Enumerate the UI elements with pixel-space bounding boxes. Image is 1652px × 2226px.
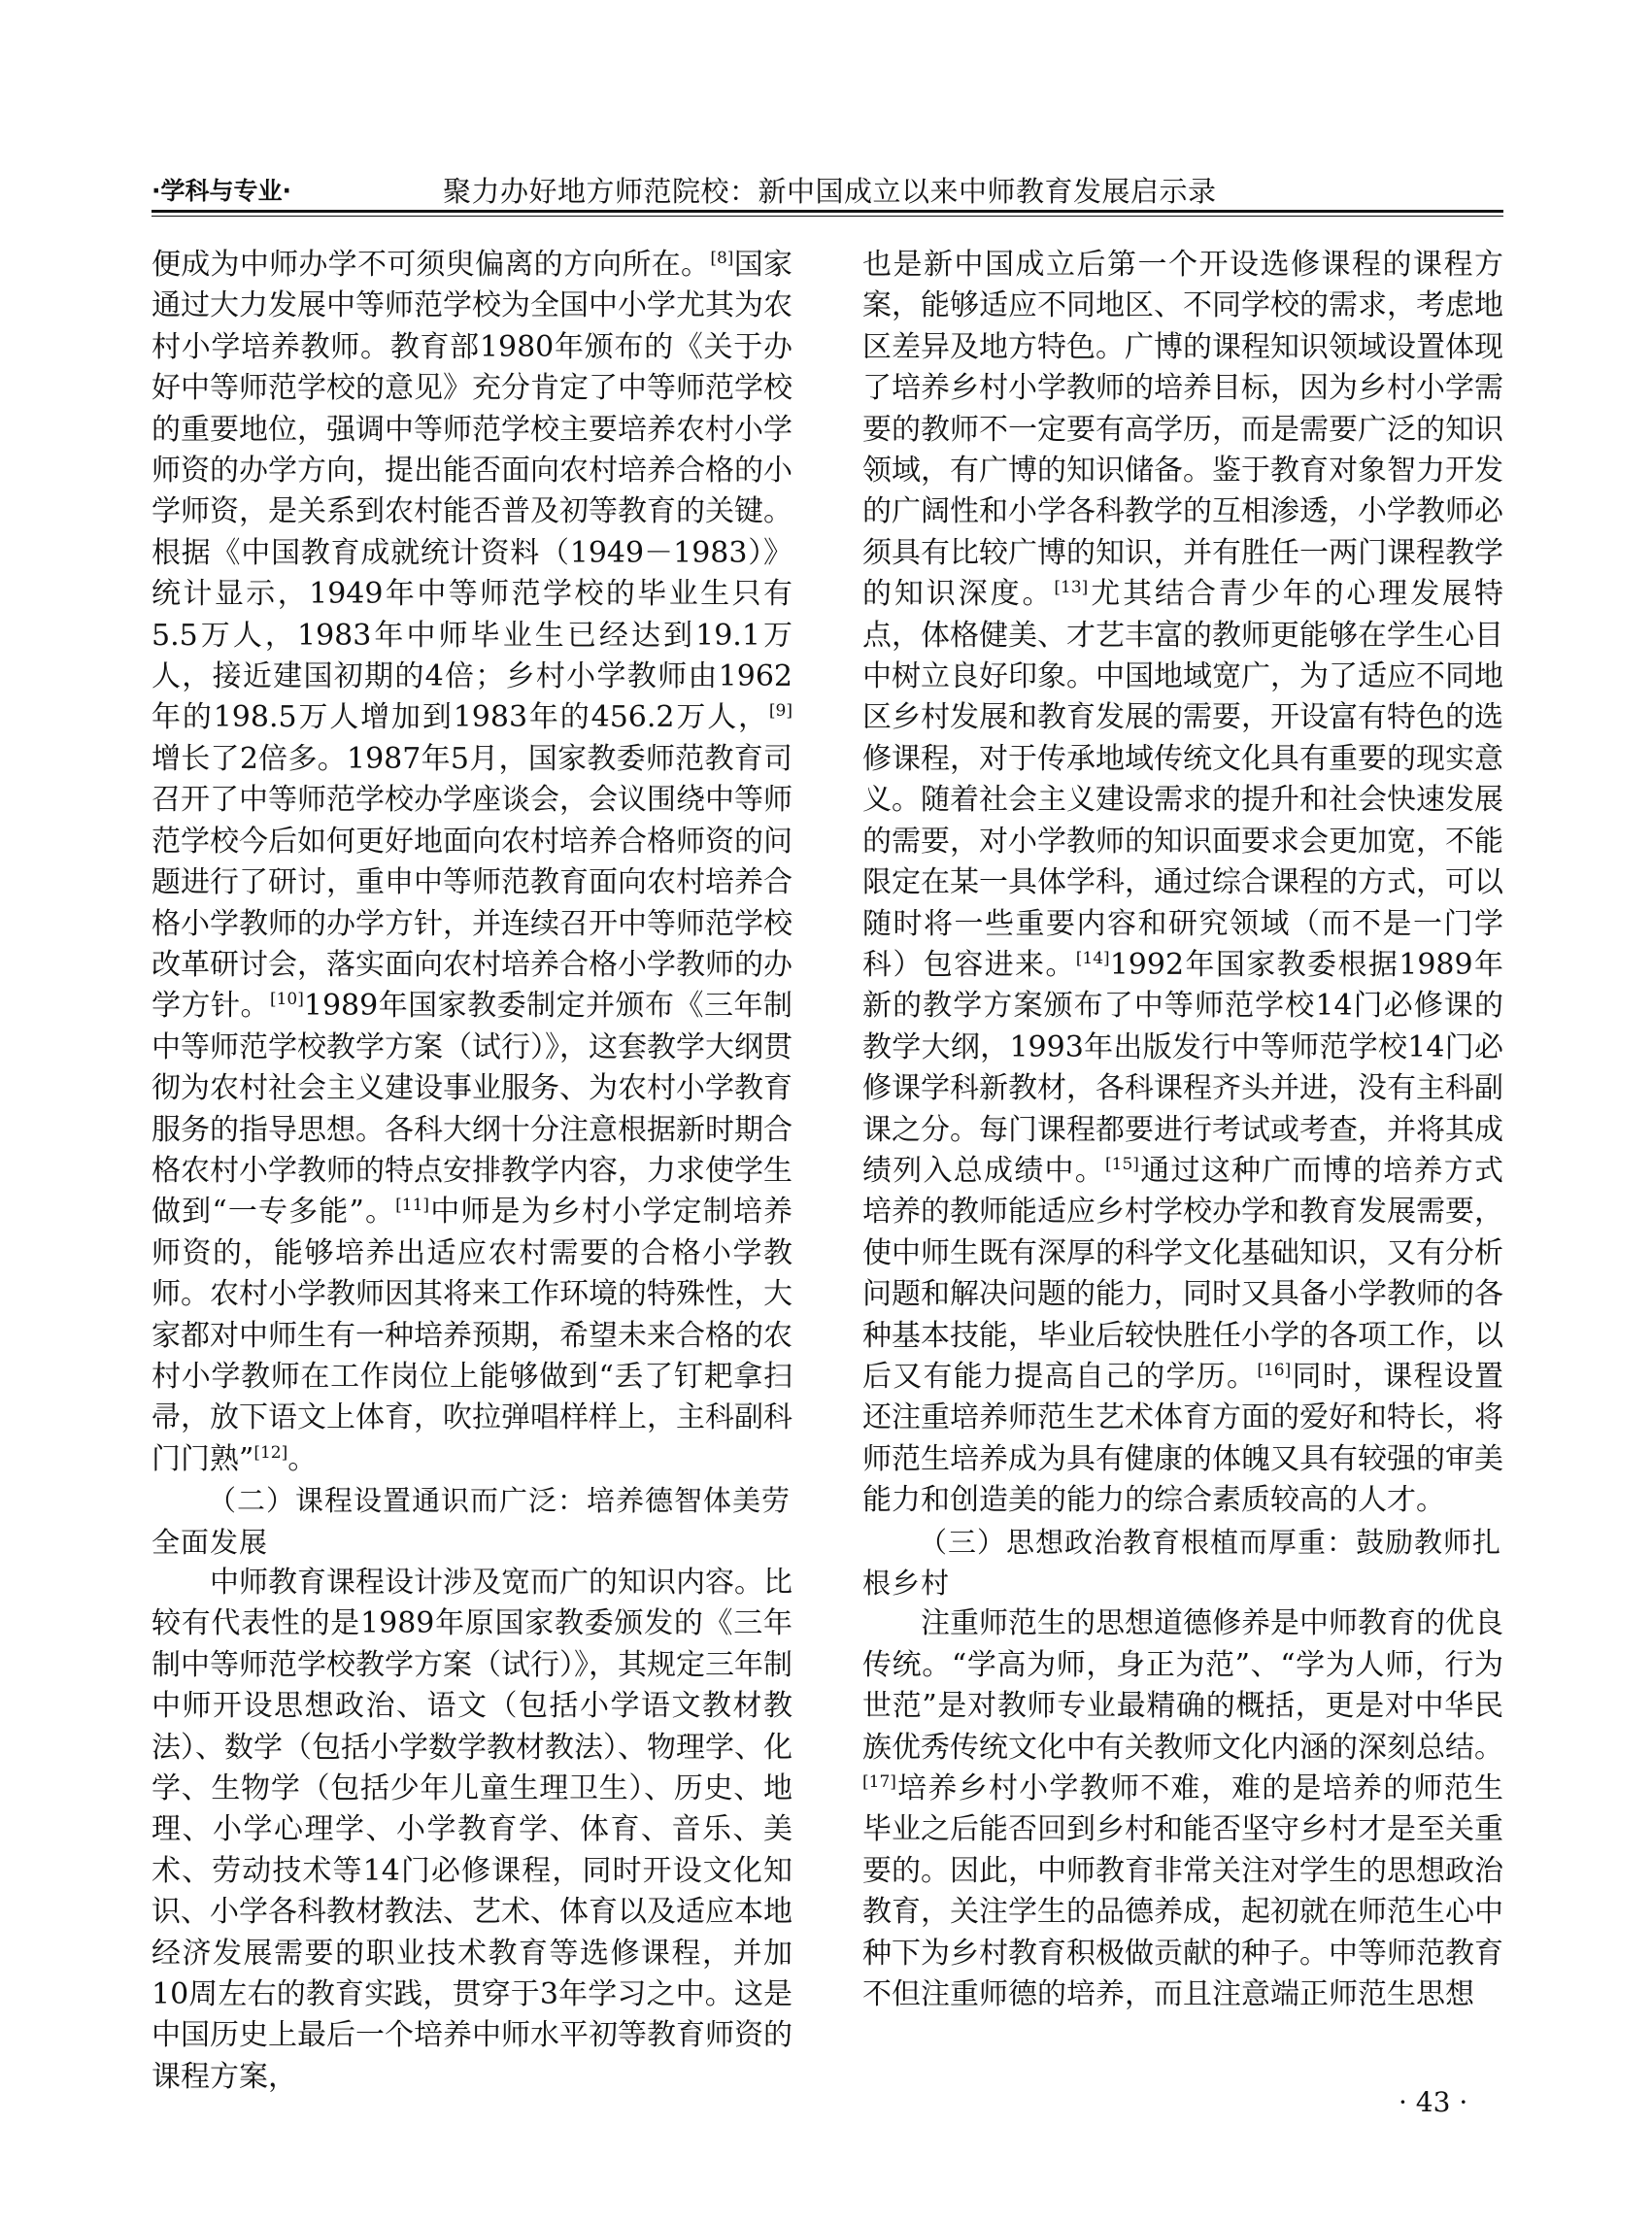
text-run: 国家通过大力发展中等师范学校为全国中小学尤其为农村小学培养教师。教育部1980年颁布的《关于办好中等师范学校的意见》充分肯定了中等师范学校的重要地位，强调中等师范学校主要培养农村小学师资的办学方向，提出能否面向农村培养合格的小学师资，是关系到农村能否普及初等教育的关键。根据《中国教育成就统计资料（1949－1983）》统计显示，1949年中等师范学校的毕业生只有5.5万人，1983年中师毕业生已经达到19.1万人，接近建国初期的4倍；乡村小学教师由1962年的198.5万人增加到1983年的456.2万人， — [152, 248, 792, 735]
citation-ref: [8] — [710, 249, 734, 268]
citation-ref: [12] — [253, 1442, 288, 1463]
text-run: 1992年国家教委根据1989年新的教学方案颁布了中等师范学校14门必修课的教学大纲，1993年出版发行中等师范学校14门必修课学科新教材，各科课程齐头并进，没有主科副课之分。每门课程都要进行考试或考查，并将其成绩列入总成绩中。 — [862, 947, 1503, 1188]
citation-ref: [17] — [862, 1772, 896, 1793]
citation-ref: [15] — [1105, 1154, 1139, 1174]
text-run: 同时，课程设置还注重培养师范生艺术体育方面的爱好和特长，将师范生培养成为具有健康的体魄又具有较强的审美能力和创造美的能力的综合素质较高的人才。 — [862, 1359, 1504, 1518]
section-tag: ·学科与专业· — [152, 177, 291, 205]
body-paragraph — [862, 1603, 1503, 2015]
running-header — [152, 175, 1503, 214]
citation-ref: [10] — [269, 990, 304, 1010]
text-run: 注重师范生的思想道德修养是中师教育的优良传统。“学高为师，身正为范”、“学为人师，行为世范”是对教师专业最精确的概括，更是对中华民族优秀传统文化中有关教师文化内涵的深刻总结。 — [862, 1606, 1503, 1765]
section-heading: （三）思想政治教育根植而厚重：鼓励教师扎根乡村 — [862, 1525, 1502, 1600]
page-number: · 43 · — [1399, 2086, 1468, 2118]
right-column — [862, 245, 1503, 2015]
citation-ref: [11] — [395, 1196, 430, 1216]
body-paragraph: 中师教育课程设计涉及宽而广的知识内容。比较有代表性的是1989年原国家教委颁发的《三年制中等师范学校教学方案（试行）》，其规定三年制中师开设思想政治、语文（包括小学语文教材教法）、数学（包括小学数学教材教法）、物理学、化学、生物学（包括少年儿童生理卫生）、历史、地理、小学心理学、小学教育学、体育、音乐、美术、劳动技术等14门必修课程，同时开设文化知识、小学各科教材教法、艺术、体育以及适应本地经济发展需要的职业技术教育等选修课程，并加10周左右的教育实践，贯穿于3年学习之中。这是中国历史上最后一个培养中师水平初等教育师资的课程方案， — [152, 1566, 792, 2094]
text-run: 尤其结合青少年的心理发展特点，体格健美、才艺丰富的教师更能够在学生心目中树立良好印象。中国地域宽广，为了适应不同地区乡村发展和教育发展的需要，开设富有特色的选修课程，对于传承地域传统文化具有重要的现实意义。随着社会主义建设需求的提升和社会快速发展的需要，对小学教师的知识面要求会更加宽，不能限定在某一具体学科，通过综合课程的方式，可以随时将一些重要内容和研究领域（而不是一门学科）包容进来。 — [862, 577, 1504, 982]
header-rule-thin — [152, 216, 1503, 217]
text-run: 也是新中国成立后第一个开设选修课程的课程方案，能够适应不同地区、不同学校的需求，考虑地区差异及地方特色。广博的课程知识领域设置体现了培养乡村小学教师的培养目标，因为乡村小学需要的教师不一定要有高学历，而是需要广泛的知识领域，有广博的知识储备。鉴于教育对象智力开发的广阔性和小学各科教学的互相渗透，小学教师必须具有比较广博的知识，并有胜任一两门课程教学的知识深度。 — [862, 248, 1503, 612]
running-title: 聚力办好地方师范院校：新中国成立以来中师教育发展启示录 — [443, 175, 1217, 208]
body-paragraph — [152, 245, 792, 1480]
text-run: 增长了2倍多。1987年5月，国家教委师范教育司召开了中等师范学校办学座谈会，会议围绕中等师范学校今后如何更好地面向农村培养合格师资的问题进行了研讨，重申中等师范教育面向农村培养合格小学教师的办学方针，并连续召开中等师范学校改革研讨会，落实面向农村培养合格小学教师的办学方针。 — [152, 741, 792, 1024]
text-run: 中师是为乡村小学定制培养师资的，能够培养出适应农村需要的合格小学教师。农村小学教师因其将来工作环境的特殊性，大家都对中师生有一种培养预期，希望未来合格的农村小学教师在工作岗位上能够做到“丢了钉耙拿扫帚，放下语文上体育，吹拉弹唱样样上，主科副科门门熟” — [152, 1195, 792, 1476]
text-run: 便成为中师办学不可须臾偏离的方向所在。 — [152, 248, 711, 282]
left-column — [152, 245, 792, 2098]
citation-ref: [14] — [1075, 948, 1110, 968]
body-paragraph — [862, 245, 1503, 1522]
section-heading: （二）课程设置通识而广泛：培养德智体美劳全面发展 — [152, 1484, 792, 1559]
citation-ref: [13] — [1054, 578, 1089, 598]
citation-ref: [16] — [1257, 1360, 1292, 1380]
text-run: 1989年国家教委制定并颁布《三年制中等师范学校教学方案（试行）》，这套教学大纲贯彻为农村社会主义建设事业服务、为农村小学教育服务的指导思想。各科大纲十分注意根据新时期合格农村小学教师的特点安排教学内容，力求使学生做到“一专多能”。 — [152, 989, 793, 1230]
text-run: 通过这种广而博的培养方式培养的教师能适应乡村学校办学和教育发展需要，使中师生既有深厚的科学文化基础知识，又有分析问题和解决问题的能力，同时又具备小学教师的各种基本技能，毕业后较快胜任小学的各项工作，以后又有能力提高自己的学历。 — [862, 1153, 1504, 1394]
citation-ref: [9] — [768, 701, 792, 722]
text-run: 。 — [287, 1441, 318, 1476]
text-run: 培养乡村小学教师不难，难的是培养的师范生毕业之后能否回到乡村和能否坚守乡村才是至关重要的。因此，中师教育非常关注对学生的思想政治教育，关注学生的品德养成，起初就在师范生心中种下为乡村教育积极做贡献的种子。中等师范教育不但注重师德的培养，而且注意端正师范生思想 — [862, 1771, 1503, 2012]
header-rule — [152, 210, 1503, 213]
